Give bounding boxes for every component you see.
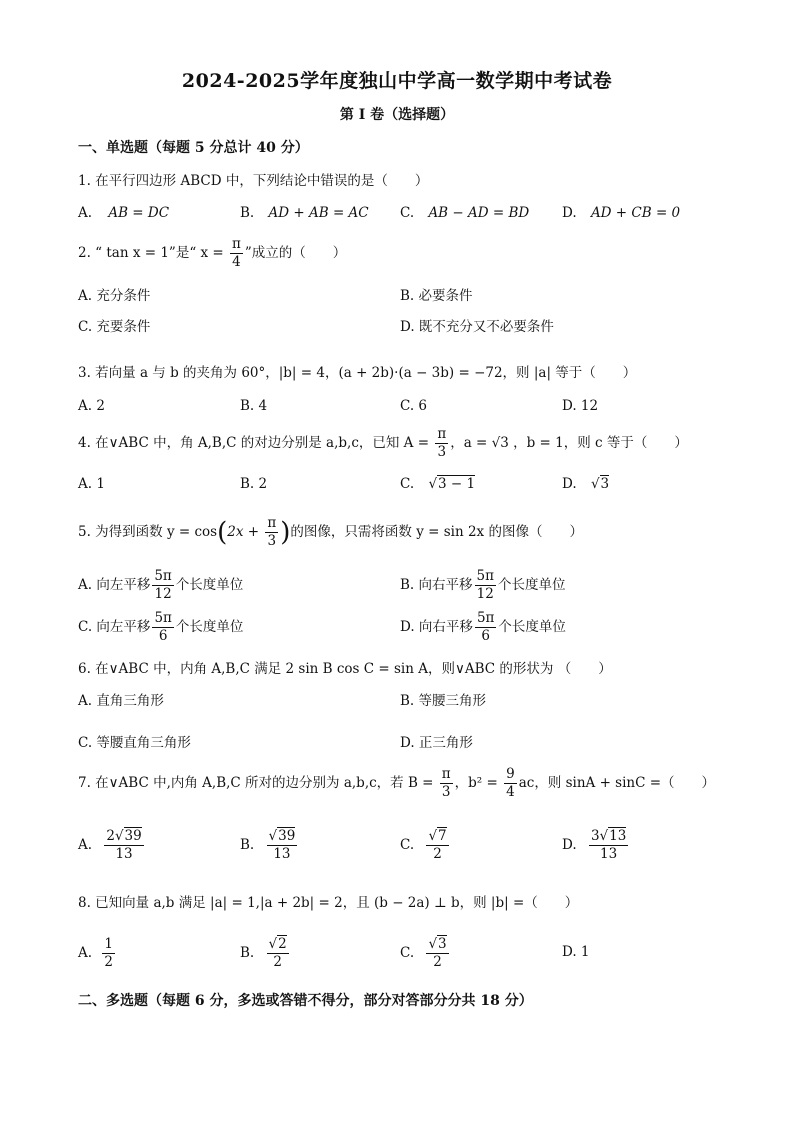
q1-option-b <box>240 205 369 221</box>
q5-option-a-fraction <box>152 568 173 603</box>
q2-option-c: C. 充要条件 <box>78 319 151 335</box>
q4-option-c-label: C. <box>400 476 415 492</box>
q8-option-d: D. 1 <box>562 944 590 960</box>
sqrt-icon: √ <box>268 828 278 844</box>
q8-option-a-den: 2 <box>104 954 113 970</box>
q7-option-a-radicand: 39 <box>124 828 142 844</box>
q5-option-a-unit: 个长度单位 <box>175 577 244 593</box>
q7-option-b <box>240 828 299 863</box>
q5-option-b-num: 5π <box>476 568 494 584</box>
q8-option-a-fraction <box>102 936 115 971</box>
q8-option-a-label: A. <box>78 945 93 961</box>
q7-stem-mid: ，b² = <box>454 775 503 791</box>
q5-stem-pre: 5. 为得到函数 y = cos <box>78 524 218 540</box>
q1-option-d-expr: AD + CB = 0 <box>590 205 681 221</box>
q7-option-b-radicand: 39 <box>278 828 296 844</box>
q2-option-b: B. 必要条件 <box>400 288 473 304</box>
q5-option-a-label: A. 向左平移 <box>78 577 151 593</box>
q7-option-d-coef: 3 <box>590 828 600 844</box>
question-8-stem: 8. 已知向量 a,b 满足 |a| = 1,|a + 2b| = 2，且 (b − 2a) ⊥ b，则 |b| =（ ） <box>78 895 579 911</box>
q4-option-d <box>562 476 609 492</box>
q4-fraction <box>435 426 448 461</box>
q5-option-a-den: 12 <box>154 586 172 602</box>
page-title: 2024-2025学年度独山中学高一数学期中考试卷 <box>181 70 613 92</box>
q7-fraction-b <box>440 766 453 801</box>
q4-option-a: A. 1 <box>78 476 105 492</box>
q5-option-c-den: 6 <box>158 628 168 644</box>
sqrt-icon: √ <box>428 936 438 952</box>
q4-option-c <box>400 476 475 492</box>
q1-option-d-label: D. <box>562 205 577 221</box>
right-paren-icon: ) <box>280 517 291 548</box>
q8-option-c-label: C. <box>400 945 415 961</box>
q4-stem-pre: 4. 在∨ABC 中，角 A,B,C 的对边分别是 a,b,c，已知 A = <box>78 435 434 451</box>
q6-option-c: C. 等腰直角三角形 <box>78 735 191 751</box>
q3-option-d: D. 12 <box>562 398 599 414</box>
sqrt-icon: √ <box>599 828 609 844</box>
question-5-stem <box>78 515 583 550</box>
q7-option-a-label: A. <box>78 837 93 853</box>
q1-option-a-expr: AB = DC <box>108 205 170 221</box>
q5-option-d-fraction <box>475 610 496 645</box>
q8-option-c-radicand: 3 <box>438 936 447 952</box>
q1-option-d <box>562 205 680 221</box>
q8-option-c-fraction <box>426 936 448 971</box>
left-paren-icon: ( <box>217 517 228 548</box>
q7-fraction-b2 <box>504 766 517 801</box>
q3-option-c: C. 6 <box>400 398 428 414</box>
q7-option-c <box>400 828 451 863</box>
q5-option-d-den: 6 <box>481 628 490 644</box>
q7-frac1-den: 3 <box>441 784 451 800</box>
q7-option-d-radicand: 13 <box>609 828 627 844</box>
q5-stem-post: 的图像，只需将函数 y = sin 2x 的图像（ ） <box>290 524 583 540</box>
q7-frac1-num: π <box>441 766 451 782</box>
q2-option-a: A. 充分条件 <box>78 288 151 304</box>
question-6-stem: 6. 在∨ABC 中，内角 A,B,C 满足 2 sin B cos C = sin A，则∨ABC 的形状为 （ ） <box>78 661 612 677</box>
q2-stem-pre: 2. “ tan x = 1”是“ x = <box>78 245 229 261</box>
q7-option-b-fraction <box>267 828 298 863</box>
q2-fraction <box>230 236 243 271</box>
q1-option-a <box>78 205 169 221</box>
q7-option-d-den: 13 <box>600 846 618 862</box>
q8-option-c-num <box>426 936 448 954</box>
q1-option-c-label: C. <box>400 205 415 221</box>
q5-frac-den: 3 <box>267 533 277 549</box>
q4-frac-den: 3 <box>437 444 447 460</box>
q5-option-c <box>78 610 243 645</box>
q7-option-c-fraction <box>426 828 448 863</box>
q7-option-d <box>562 828 630 863</box>
q8-option-b-label: B. <box>240 945 255 961</box>
q7-option-b-num <box>267 828 298 846</box>
sqrt-icon: √ <box>268 936 278 952</box>
sqrt-icon: √ <box>590 476 600 492</box>
q4-stem-post: ，a = √3 ，b = 1，则 c 等于（ ） <box>450 435 688 451</box>
q7-option-a-coef: 2 <box>106 828 115 844</box>
q8-option-b-num <box>267 936 289 954</box>
q5-frac-num: π <box>267 515 277 531</box>
q7-option-c-radicand: 7 <box>438 828 447 844</box>
q5-option-d-label: D. 向右平移 <box>400 619 473 635</box>
q5-option-b-label: B. 向右平移 <box>400 577 473 593</box>
q5-inner: 2x + <box>227 524 264 540</box>
part-label: 第 I 卷（选择题） <box>339 107 455 123</box>
q5-option-a <box>78 568 243 603</box>
q3-option-a: A. 2 <box>78 398 105 414</box>
q5-option-d-num: 5π <box>476 610 495 626</box>
q7-option-c-label: C. <box>400 837 415 853</box>
question-2-stem <box>78 236 346 271</box>
q1-option-a-label: A. <box>78 205 93 221</box>
q5-option-b-unit: 个长度单位 <box>497 577 566 593</box>
q6-option-a: A. 直角三角形 <box>78 693 164 709</box>
q4-option-c-expr: 3 − 1 <box>438 476 476 492</box>
q7-option-a-num <box>104 828 143 846</box>
q4-option-b: B. 2 <box>240 476 268 492</box>
q8-option-a <box>78 936 117 971</box>
q6-option-b: B. 等腰三角形 <box>400 693 487 709</box>
q7-option-b-den: 13 <box>273 846 291 862</box>
q1-option-b-label: B. <box>240 205 255 221</box>
question-7-stem <box>78 766 715 801</box>
q7-option-a-den: 13 <box>115 846 133 862</box>
q5-option-c-unit: 个长度单位 <box>175 619 244 635</box>
q7-option-c-den: 2 <box>433 846 442 862</box>
section-single-choice: 一、单选题（每题 5 分总计 40 分） <box>78 140 309 156</box>
section-multiple-choice: 二、多选题（每题 6 分，多选或答错不得分，部分对答部分分共 18 分） <box>78 993 533 1009</box>
q5-option-c-num: 5π <box>154 610 172 626</box>
q5-option-d-unit: 个长度单位 <box>498 619 566 635</box>
q4-option-d-expr: 3 <box>600 476 610 492</box>
q6-option-d: D. 正三角形 <box>400 735 473 751</box>
q7-stem-pre: 7. 在∨ABC 中,内角 A,B,C 所对的边分别为 a,b,c，若 B = <box>78 775 438 791</box>
q5-option-c-label: C. 向左平移 <box>78 619 151 635</box>
q5-option-b <box>400 568 565 603</box>
q8-option-b-fraction <box>267 936 289 971</box>
q5-fraction <box>265 515 278 550</box>
q2-option-d: D. 既不充分又不必要条件 <box>400 319 554 335</box>
q7-option-c-num <box>426 828 448 846</box>
q7-option-d-label: D. <box>562 837 577 853</box>
q5-option-b-den: 12 <box>476 586 494 602</box>
q1-option-c-expr: AB − AD = BD <box>428 205 530 221</box>
sqrt-icon: √ <box>114 828 124 844</box>
q7-frac2-den: 4 <box>506 784 515 800</box>
q2-frac-den: 4 <box>232 254 241 270</box>
q1-option-c <box>400 205 529 221</box>
sqrt-icon: √ <box>428 828 438 844</box>
q8-option-a-num: 1 <box>104 936 113 952</box>
q8-option-b-den: 2 <box>273 954 282 970</box>
q3-option-b: B. 4 <box>240 398 268 414</box>
q5-option-b-fraction <box>475 568 496 603</box>
q7-option-a-fraction <box>104 828 143 863</box>
q1-option-b-expr: AD + AB = AC <box>268 205 369 221</box>
q8-option-c <box>400 936 451 971</box>
q5-option-a-num: 5π <box>154 568 172 584</box>
question-1-stem: 1. 在平行四边形 ABCD 中，下列结论中错误的是（ ） <box>78 173 429 189</box>
q8-option-b-radicand: 2 <box>278 936 287 952</box>
q8-option-c-den: 2 <box>433 954 442 970</box>
q5-option-d <box>400 610 566 645</box>
q7-option-b-label: B. <box>240 837 255 853</box>
q7-option-d-fraction <box>589 828 628 863</box>
question-4-stem <box>78 426 688 461</box>
q2-frac-num: π <box>232 236 241 252</box>
q4-frac-num: π <box>437 426 447 442</box>
q7-option-d-num <box>589 828 628 846</box>
sqrt-icon: √ <box>428 476 438 492</box>
q4-option-d-label: D. <box>562 476 577 492</box>
q7-option-a <box>78 828 146 863</box>
q7-frac2-num: 9 <box>506 766 515 782</box>
question-3-stem: 3. 若向量 a 与 b 的夹角为 60°，|b| = 4，(a + 2b)·(a − 3b) = −72，则 |a| 等于（ ） <box>78 365 637 381</box>
q5-option-c-fraction <box>152 610 173 645</box>
q8-option-b <box>240 936 291 971</box>
q2-stem-post: ”成立的（ ） <box>244 245 347 261</box>
q7-stem-post: ac，则 sinA + sinC =（ ） <box>518 775 716 791</box>
